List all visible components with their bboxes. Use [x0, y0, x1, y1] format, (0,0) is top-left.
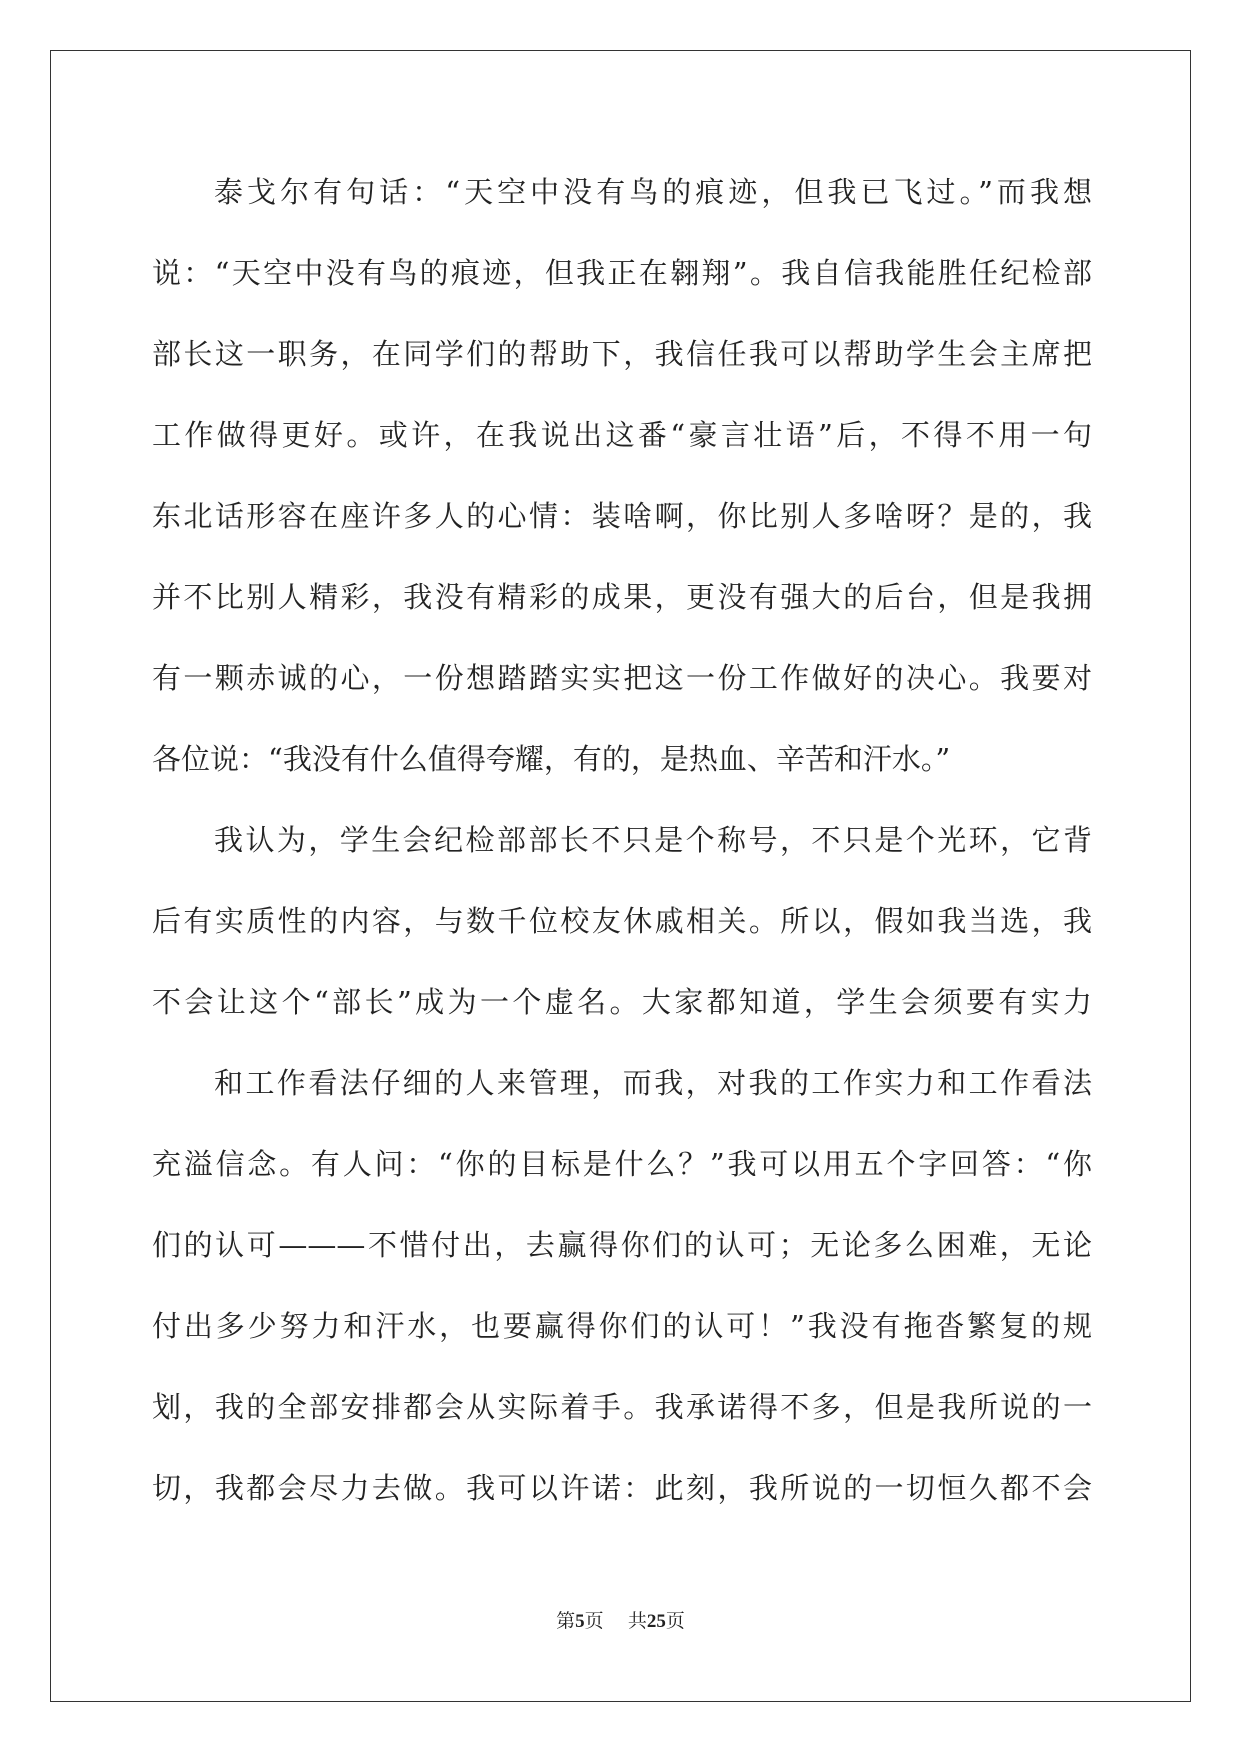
text-line: 部长这一职务，在同学们的帮助下，我信任我可以帮助学生会主席把 [152, 337, 1092, 371]
text-line: 并不比别人精彩，我没有精彩的成果，更没有强大的后台，但是我拥 [152, 580, 1092, 614]
page-footer [0, 1606, 1241, 1633]
document-body [152, 162, 1092, 1539]
text-line: 各位说：“我没有什么值得夸耀，有的，是热血、辛苦和汗水。” [152, 742, 951, 776]
page-prefix: 第 [556, 1610, 576, 1632]
total-suffix: 页 [665, 1610, 685, 1632]
page-number: 5 [575, 1611, 585, 1632]
text-line: 付出多少努力和汗水，也要赢得你们的认可！”我没有拖沓繁复的规 [152, 1309, 1092, 1343]
text-line: 切，我都会尽力去做。我可以许诺：此刻，我所说的一切恒久都不会 [152, 1471, 1092, 1505]
text-line: 工作做得更好。或许，在我说出这番“豪言壮语”后，不得不用一句 [152, 418, 1092, 452]
total-pages: 25 [646, 1611, 666, 1632]
text-line: 和工作看法仔细的人来管理，而我，对我的工作实力和工作看法 [214, 1066, 1092, 1100]
text-line: 不会让这个“部长”成为一个虚名。大家都知道，学生会须要有实力 [152, 985, 1092, 1019]
text-line: 划，我的全部安排都会从实际着手。我承诺得不多，但是我所说的一 [152, 1390, 1092, 1424]
total-prefix: 共 [627, 1610, 647, 1632]
text-line: 我认为，学生会纪检部部长不只是个称号，不只是个光环，它背 [214, 823, 1092, 857]
text-line: 后有实质性的内容，与数千位校友休戚相关。所以，假如我当选，我 [152, 904, 1092, 938]
text-line: 东北话形容在座许多人的心情：装啥啊，你比别人多啥呀？是的，我 [152, 499, 1092, 533]
page-suffix: 页 [584, 1610, 604, 1632]
text-line: 有一颗赤诚的心，一份想踏踏实实把这一份工作做好的决心。我要对 [152, 661, 1092, 695]
text-line: 泰戈尔有句话：“天空中没有鸟的痕迹，但我已飞过。”而我想 [214, 175, 1092, 209]
text-line: 说：“天空中没有鸟的痕迹，但我正在翱翔”。我自信我能胜任纪检部 [152, 256, 1092, 290]
text-line: 充溢信念。有人问：“你的目标是什么？”我可以用五个字回答：“你 [152, 1147, 1092, 1181]
text-line: 们的认可———不惜付出，去赢得你们的认可；无论多么困难，无论 [152, 1228, 1092, 1262]
